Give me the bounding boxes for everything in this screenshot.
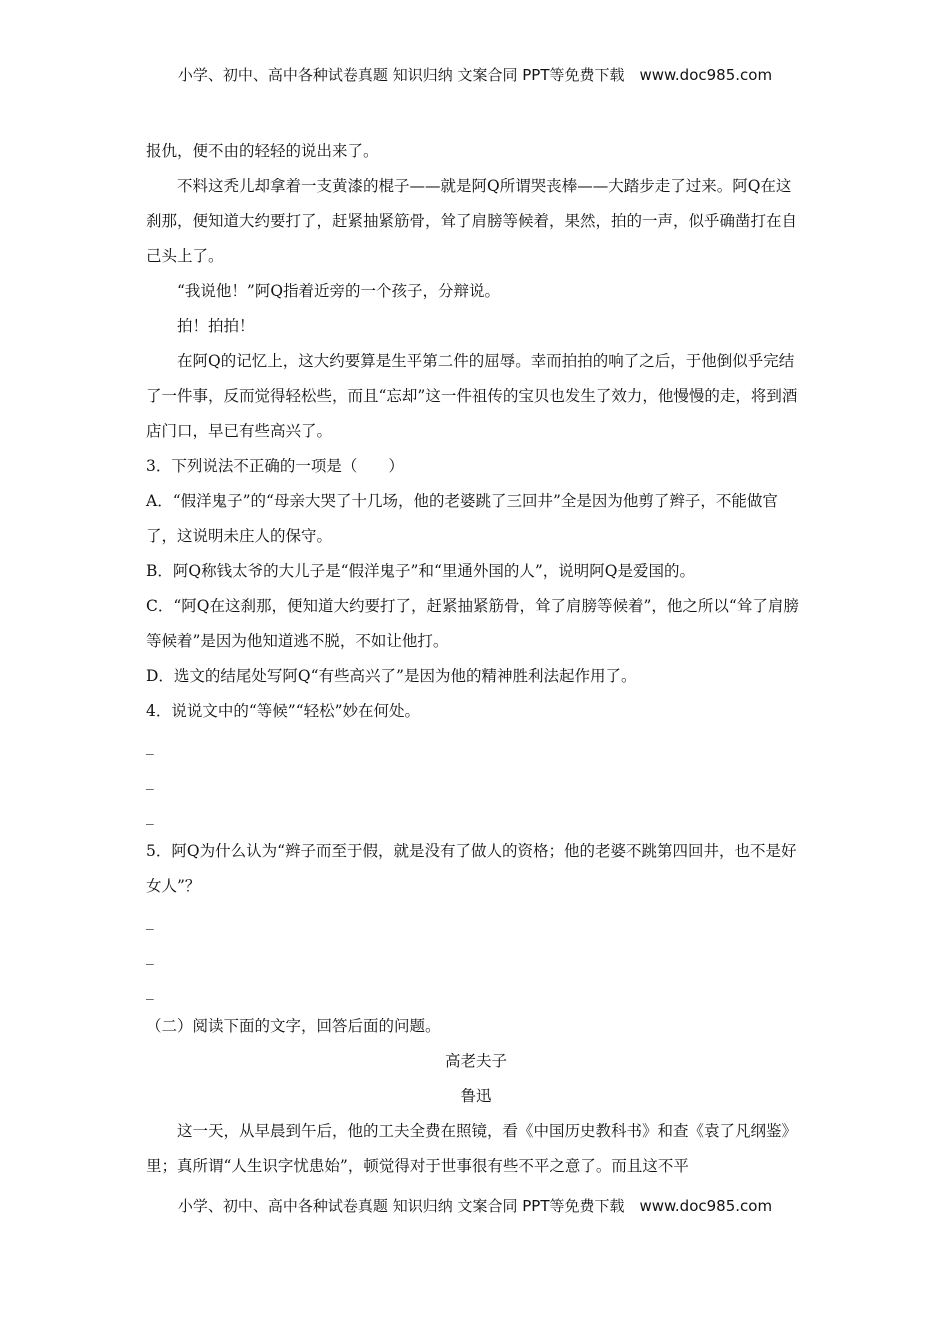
passage-paragraph: “我说他！”阿Q指着近旁的一个孩子，分辩说。 (177, 282, 501, 300)
answer-line: _ (146, 807, 154, 825)
question-3-stem: 3．下列说法不正确的一项是（ ） (146, 457, 404, 475)
answer-line: _ (146, 982, 154, 1000)
article-author: 鲁迅 (460, 1087, 492, 1105)
page-header: 小学、初中、高中各种试卷真题 知识归纳 文案合同 PPT等免费下载 www.doc985.com (177, 66, 773, 84)
answer-line: _ (146, 947, 154, 965)
document-body (146, 134, 806, 1184)
answer-line: _ (146, 772, 154, 790)
question-4-stem: 4．说说文中的“等候”“轻松”妙在何处。 (146, 702, 421, 720)
answer-line: _ (146, 737, 154, 755)
answer-line: _ (146, 912, 154, 930)
question-3-option-a: A．“假洋鬼子”的“母亲大哭了十几场，他的老婆跳了三回井”全是因为他剪了辫子，不能做官了，这说明未庄人的保守。 (146, 492, 778, 545)
article-paragraph: 这一天，从早晨到午后，他的工夫全费在照镜，看《中国历史教科书》和查《袁了凡纲鉴》里；真所谓“人生识字忧患始”，顿觉得对于世事很有些不平之意了。而且这不平 (146, 1122, 798, 1175)
page-footer: 小学、初中、高中各种试卷真题 知识归纳 文案合同 PPT等免费下载 www.doc985.com (177, 1197, 773, 1215)
article-title: 高老夫子 (444, 1052, 507, 1070)
question-3-option-d: D．选文的结尾处写阿Q“有些高兴了”是因为他的精神胜利法起作用了。 (146, 667, 637, 685)
question-3-option-c: C．“阿Q在这刹那，便知道大约要打了，赶紧抽紧筋骨，耸了肩膀等候着”，他之所以“耸了肩膀等候着”是因为他知道逃不脱，不如让他打。 (146, 597, 799, 650)
passage-paragraph: 不料这秃儿却拿着一支黄漆的棍子——就是阿Q所谓哭丧棒——大踏步走了过来。阿Q在这刹那，便知道大约要打了，赶紧抽紧筋骨，耸了肩膀等候着，果然，拍的一声，似乎确凿打在自己头上了。 (146, 177, 798, 265)
passage-paragraph: 拍！拍拍！ (177, 317, 255, 335)
question-5-stem: 5．阿Q为什么认为“辫子而至于假，就是没有了做人的资格；他的老婆不跳第四回井，也不是好女人”？ (146, 842, 797, 895)
question-3-option-b: B．阿Q称钱太爷的大儿子是“假洋鬼子”和“里通外国的人”，说明阿Q是爱国的。 (146, 562, 696, 580)
passage-paragraph: 报仇，便不由的轻轻的说出来了。 (146, 142, 379, 160)
section-2-intro: （二）阅读下面的文字，回答后面的问题。 (146, 1017, 441, 1035)
passage-paragraph: 在阿Q的记忆上，这大约要算是生平第二件的屈辱。幸而拍拍的响了之后，于他倒似乎完结了一件事，反而觉得轻松些，而且“忘却”这一件祖传的宝贝也发生了效力，他慢慢的走，将到酒店门口，早已有些高兴了。 (146, 352, 798, 440)
